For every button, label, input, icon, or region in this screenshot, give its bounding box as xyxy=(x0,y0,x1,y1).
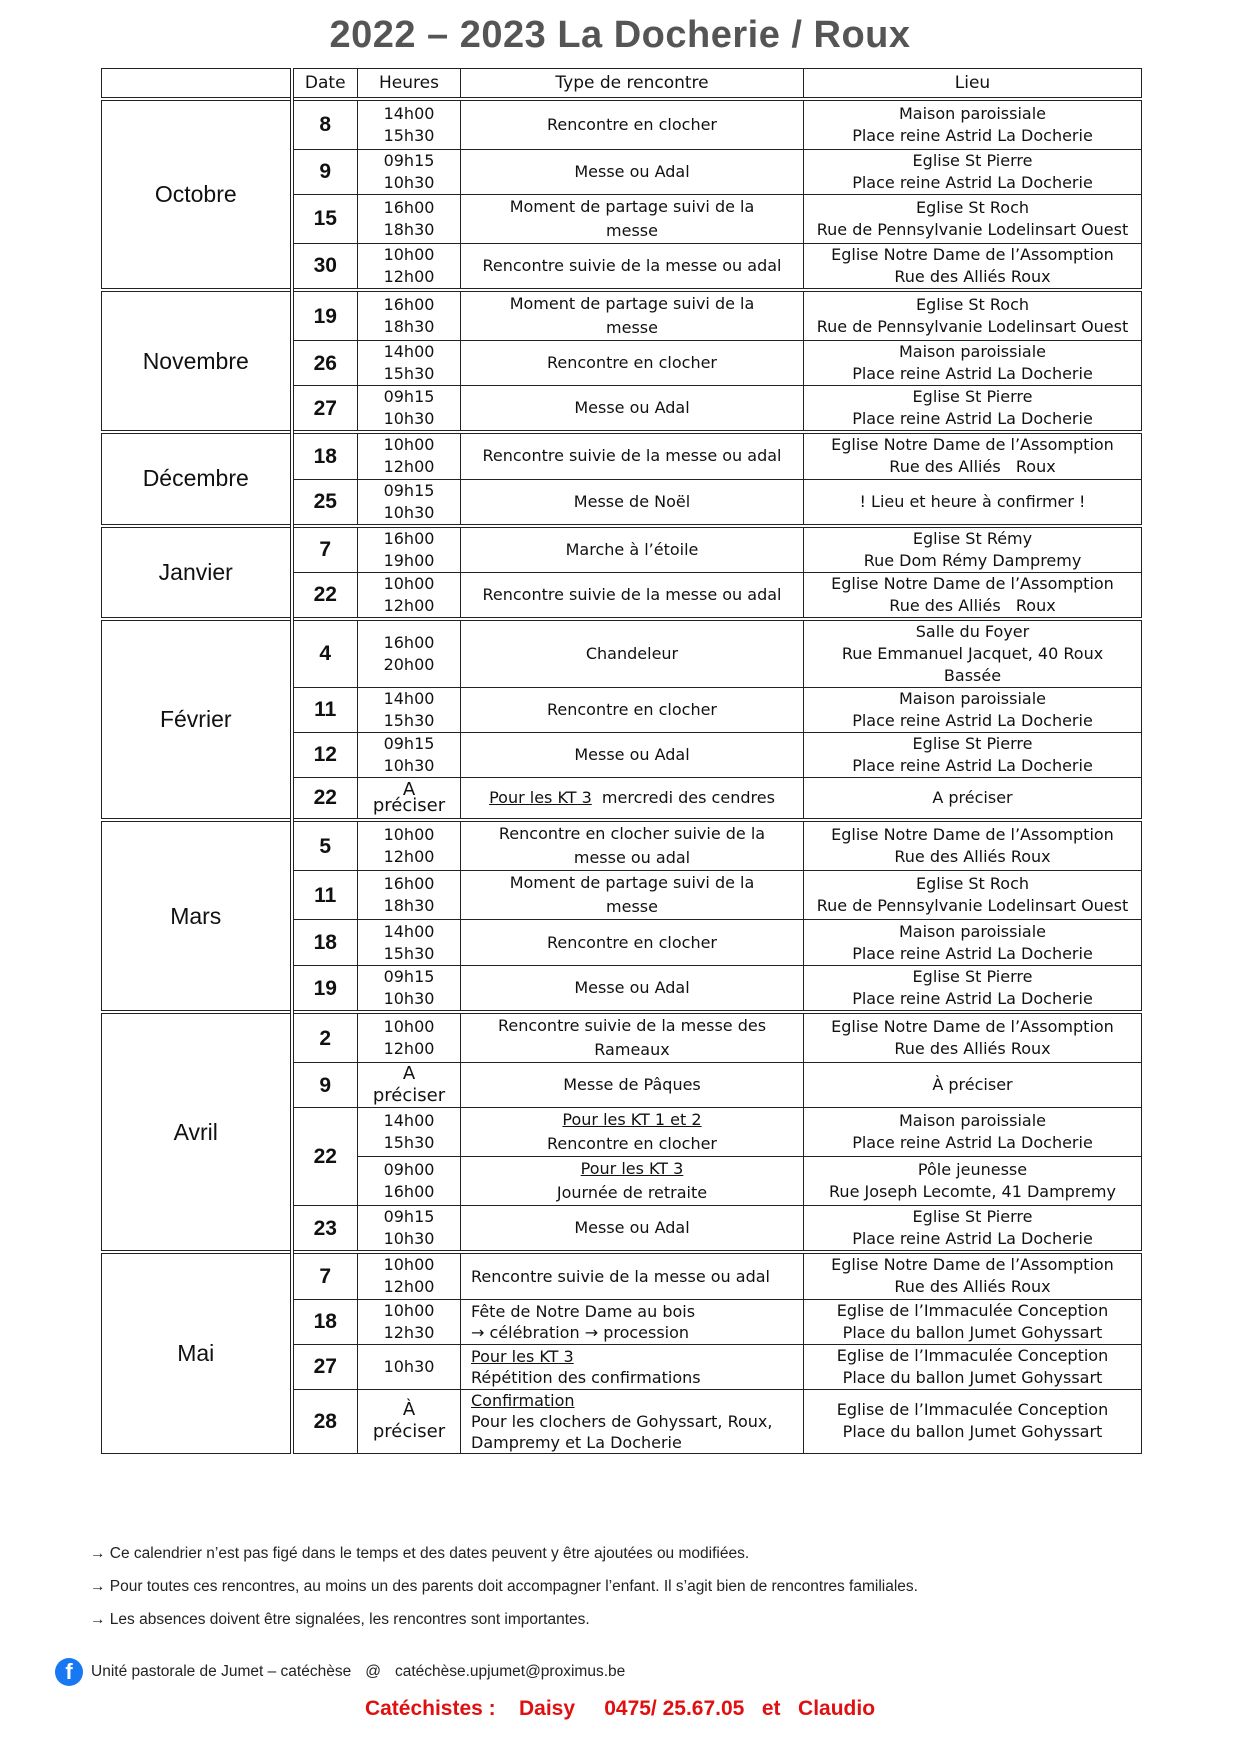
type-rest: mercredi des cendres xyxy=(591,787,775,807)
hour-start: 09h15 xyxy=(383,1207,435,1226)
type-cell xyxy=(461,341,804,386)
hour-start: 09h00 xyxy=(383,1160,435,1179)
type-line: Rencontre suivie de la messe des xyxy=(497,1016,767,1035)
month-cell: Février xyxy=(102,619,292,821)
date-cell: 8 xyxy=(292,99,358,149)
lieu-cell xyxy=(804,526,1142,573)
header-type: Type de rencontre xyxy=(461,69,804,100)
type-underlined: Pour les KT 1 et 2 xyxy=(562,1110,702,1129)
type-cell xyxy=(461,432,804,479)
date-cell: 25 xyxy=(292,479,358,526)
type-cell xyxy=(461,1206,804,1253)
facebook-icon[interactable]: f xyxy=(55,1658,83,1686)
hours-cell xyxy=(358,194,461,243)
type-underlined: Pour les KT 3 xyxy=(471,1346,574,1366)
table-row xyxy=(102,290,1142,341)
hour-start: 09h15 xyxy=(383,387,435,406)
table-row xyxy=(102,526,1142,573)
type-line: Rencontre suivie de la messe ou adal xyxy=(471,1266,770,1286)
lieu-line: Rue de Pennsylvanie Lodelinsart Ouest xyxy=(816,317,1129,336)
table-row xyxy=(102,820,1142,871)
hour-start: 09h15 xyxy=(383,480,435,500)
lieu-cell xyxy=(804,619,1142,688)
type-line: Rameaux xyxy=(594,1040,670,1059)
month-cell: Novembre xyxy=(102,290,292,432)
hours-cell xyxy=(358,572,461,619)
hour-start: 09h15 xyxy=(383,150,435,170)
hours-cell xyxy=(358,920,461,966)
type-line: Messe ou Adal xyxy=(574,1218,690,1237)
header-hours: Heures xyxy=(358,69,461,100)
type-cell xyxy=(461,290,804,341)
month-cell: Mars xyxy=(102,820,292,1012)
lieu-line: Eglise St Pierre xyxy=(912,150,1033,170)
lieu-cell xyxy=(804,1012,1142,1063)
type-line: Rencontre en clocher xyxy=(547,699,717,719)
type-cell xyxy=(461,871,804,920)
lieu-line: Maison paroissiale xyxy=(898,921,1047,941)
lieu-cell xyxy=(804,149,1142,194)
type-cell xyxy=(461,194,804,243)
lieu-cell xyxy=(804,777,1142,820)
table-row xyxy=(102,1252,1142,1299)
month-cell: Janvier xyxy=(102,526,292,619)
lieu-cell xyxy=(804,920,1142,966)
lieu-cell xyxy=(804,1252,1142,1299)
type-cell xyxy=(461,243,804,290)
hour-start: 16h00 xyxy=(383,295,435,314)
hour-start: 10h00 xyxy=(383,435,435,455)
date-cell: 18 xyxy=(292,920,358,966)
lieu-line: Place reine Astrid La Docherie xyxy=(852,364,1093,383)
type-underlined: Pour les KT 3 xyxy=(580,1159,684,1178)
type-cell xyxy=(461,386,804,433)
type-cell xyxy=(461,1252,804,1299)
hour-end: 15h30 xyxy=(383,125,435,145)
lieu-line: Place reine Astrid La Docherie xyxy=(852,172,1093,192)
date-cell: 30 xyxy=(292,243,358,290)
lieu-line: Rue Joseph Lecomte, 41 Dampremy xyxy=(829,1182,1116,1201)
type-cell xyxy=(461,966,804,1013)
type-line: Rencontre suivie de la messe ou adal xyxy=(482,584,782,604)
lieu-line: Place reine Astrid La Docherie xyxy=(852,755,1093,775)
lieu-line: Eglise St Roch xyxy=(915,874,1030,893)
date-cell: 9 xyxy=(292,149,358,194)
type-cell xyxy=(461,479,804,526)
type-cell xyxy=(461,526,804,573)
type-line: messe xyxy=(606,318,658,337)
hours-cell xyxy=(358,1252,461,1299)
hours-cell xyxy=(358,1389,461,1453)
date-cell: 26 xyxy=(292,341,358,386)
type-underlined: Pour les KT 3 xyxy=(489,787,592,807)
hours-cell xyxy=(358,687,461,732)
type-line: Chandeleur xyxy=(585,643,679,663)
lieu-cell xyxy=(804,1063,1142,1108)
type-cell xyxy=(461,619,804,688)
month-cell: Mai xyxy=(102,1252,292,1453)
lieu-line: Eglise Notre Dame de l’Assomption xyxy=(831,244,1114,264)
type-line: Messe de Pâques xyxy=(563,1075,701,1094)
type-line: → célébration → procession xyxy=(471,1322,690,1342)
hour-end: 10h30 xyxy=(383,409,435,428)
lieu-line: Rue des Alliés Roux xyxy=(889,457,1056,477)
date-cell: 11 xyxy=(292,871,358,920)
hour-end: 12h00 xyxy=(383,1039,435,1058)
hours-cell xyxy=(358,1108,461,1157)
lieu-cell xyxy=(804,194,1142,243)
lieu-line: Place reine Astrid La Docherie xyxy=(852,943,1093,963)
type-line: Rencontre en clocher xyxy=(547,114,717,134)
lieu-line: Eglise de l’Immaculée Conception xyxy=(836,1400,1109,1419)
lieu-line: A préciser xyxy=(932,787,1013,807)
date-cell: 27 xyxy=(292,386,358,433)
lieu-line: Bassée xyxy=(943,665,1002,685)
lieu-line: Rue des Alliés Roux xyxy=(889,595,1056,615)
hours-cell xyxy=(358,1206,461,1253)
header-month xyxy=(102,69,292,100)
type-line: Rencontre en clocher xyxy=(547,353,717,372)
hour-end: 10h30 xyxy=(383,172,435,192)
hour-end: 12h00 xyxy=(383,266,435,286)
type-cell xyxy=(461,1157,804,1206)
lieu-line: Eglise de l’Immaculée Conception xyxy=(836,1300,1109,1320)
lieu-cell xyxy=(804,1299,1142,1344)
lieu-line: ! Lieu et heure à confirmer ! xyxy=(859,491,1086,511)
date-cell: 15 xyxy=(292,194,358,243)
hours-cell xyxy=(358,777,461,820)
hour-end: 10h30 xyxy=(383,989,435,1008)
lieu-line: Eglise St Pierre xyxy=(912,387,1033,406)
hour-start: 16h00 xyxy=(383,528,435,548)
footer xyxy=(55,1658,625,1686)
hours-cell xyxy=(358,1299,461,1344)
type-line: Journée de retraite xyxy=(556,1183,708,1202)
lieu-line: À préciser xyxy=(932,1075,1013,1094)
type-line: messe xyxy=(606,897,658,916)
lieu-line: Place reine Astrid La Docherie xyxy=(852,1133,1093,1152)
month-cell: Décembre xyxy=(102,432,292,526)
lieu-cell xyxy=(804,687,1142,732)
hours-cell xyxy=(358,479,461,526)
type-cell xyxy=(461,1299,804,1344)
hour-start: 16h00 xyxy=(383,197,435,217)
lieu-cell xyxy=(804,243,1142,290)
date-cell: 22 xyxy=(292,1108,358,1206)
hours-cell xyxy=(358,526,461,573)
lieu-line: Rue Dom Rémy Dampremy xyxy=(863,550,1082,570)
type-line: Rencontre en clocher suivie de la xyxy=(498,824,766,843)
lieu-cell xyxy=(804,386,1142,433)
hour-end: préciser xyxy=(372,1085,446,1106)
lieu-line: Eglise St Roch xyxy=(915,197,1030,217)
hours-cell xyxy=(358,1063,461,1108)
lieu-line: Place reine Astrid La Docherie xyxy=(852,409,1093,428)
hour-end: 18h30 xyxy=(383,317,435,336)
hours-cell xyxy=(358,1012,461,1063)
hour-start: 14h00 xyxy=(383,688,435,708)
type-line: Répétition des confirmations xyxy=(471,1367,701,1387)
hour-end: 18h30 xyxy=(383,896,435,915)
hour-end: préciser xyxy=(372,1421,446,1442)
lieu-cell xyxy=(804,290,1142,341)
hour-start: 16h00 xyxy=(383,632,435,652)
lieu-cell xyxy=(804,572,1142,619)
type-line: Messe ou Adal xyxy=(574,744,690,764)
table-row xyxy=(102,619,1142,688)
hours-cell xyxy=(358,619,461,688)
lieu-line: Maison paroissiale xyxy=(898,688,1047,708)
month-cell: Octobre xyxy=(102,99,292,290)
lieu-cell xyxy=(804,1108,1142,1157)
date-cell: 27 xyxy=(292,1344,358,1389)
hour-end: 12h00 xyxy=(383,595,435,615)
header-lieu: Lieu xyxy=(804,69,1142,100)
table-row xyxy=(102,1012,1142,1063)
lieu-cell xyxy=(804,966,1142,1013)
hour-start: 16h00 xyxy=(383,874,435,893)
lieu-line: Eglise St Rémy xyxy=(912,528,1033,548)
hours-cell xyxy=(358,1344,461,1389)
hours-cell xyxy=(358,386,461,433)
lieu-line: Maison paroissiale xyxy=(898,1111,1047,1130)
type-cell xyxy=(461,1344,804,1389)
lieu-line: Rue des Alliés Roux xyxy=(894,847,1051,866)
note: → Ce calendrier n’est pas figé dans le temps et des dates peuvent y être ajoutées ou modifiées. xyxy=(90,1545,750,1562)
hour-start: A xyxy=(402,1063,416,1084)
hours-cell xyxy=(358,243,461,290)
month-cell: Avril xyxy=(102,1012,292,1252)
hour-end: 12h00 xyxy=(383,457,435,477)
hour-start: 09h15 xyxy=(383,733,435,753)
lieu-line: Salle du Foyer xyxy=(915,621,1030,641)
hour-start: 14h00 xyxy=(383,921,435,941)
lieu-line: Maison paroissiale xyxy=(898,103,1047,123)
lieu-line: Place du ballon Jumet Gohyssart xyxy=(842,1422,1103,1441)
date-cell: 23 xyxy=(292,1206,358,1253)
lieu-cell xyxy=(804,871,1142,920)
hours-cell xyxy=(358,149,461,194)
date-cell: 2 xyxy=(292,1012,358,1063)
hour-start: 10h00 xyxy=(383,573,435,593)
hour-end: 19h00 xyxy=(383,550,435,570)
page-title: 2022 – 2023 La Docherie / Roux xyxy=(329,14,911,56)
lieu-cell xyxy=(804,432,1142,479)
lieu-cell xyxy=(804,341,1142,386)
type-cell xyxy=(461,1389,804,1453)
schedule-body xyxy=(102,99,1142,1453)
lieu-cell xyxy=(804,820,1142,871)
hour-end: 12h00 xyxy=(383,1277,435,1297)
hour-start: 14h00 xyxy=(383,103,435,123)
hours-cell xyxy=(358,341,461,386)
type-cell xyxy=(461,1108,804,1157)
type-line: Messe ou Adal xyxy=(574,978,690,997)
lieu-line: Place reine Astrid La Docherie xyxy=(852,125,1093,145)
type-line: Pour les clochers de Gohyssart, Roux, xyxy=(471,1411,773,1431)
hour-start: 10h00 xyxy=(383,1017,435,1036)
type-line: messe ou adal xyxy=(573,848,691,867)
note: → Pour toutes ces rencontres, au moins un des parents doit accompagner l’enfant. Il s’agit bien de rencontres familiales. xyxy=(90,1578,918,1595)
catechists-contact: Catéchistes : Daisy 0475/ 25.67.05 et Claudio xyxy=(364,1697,876,1720)
type-cell xyxy=(461,820,804,871)
hours-cell xyxy=(358,820,461,871)
hour-start: 09h15 xyxy=(383,967,435,986)
hours-cell xyxy=(358,732,461,777)
hour-start: 14h00 xyxy=(383,1111,435,1130)
date-cell: 22 xyxy=(292,777,358,820)
lieu-line: Place du ballon Jumet Gohyssart xyxy=(842,1367,1103,1387)
table-row xyxy=(102,432,1142,479)
date-cell: 18 xyxy=(292,432,358,479)
lieu-line: Eglise Notre Dame de l’Assomption xyxy=(831,825,1114,844)
lieu-cell xyxy=(804,1157,1142,1206)
date-cell: 19 xyxy=(292,290,358,341)
type-line: Moment de partage suivi de la xyxy=(509,873,755,892)
date-cell: 9 xyxy=(292,1063,358,1108)
lieu-line: Eglise St Roch xyxy=(915,295,1030,314)
date-cell: 19 xyxy=(292,966,358,1013)
lieu-line: Maison paroissiale xyxy=(898,342,1047,361)
date-cell: 12 xyxy=(292,732,358,777)
type-line: Moment de partage suivi de la xyxy=(509,294,755,313)
type-cell xyxy=(461,777,804,820)
hour-start: 14h00 xyxy=(383,342,435,361)
notes xyxy=(90,1545,1190,1644)
date-cell: 18 xyxy=(292,1299,358,1344)
lieu-line: Place du ballon Jumet Gohyssart xyxy=(842,1322,1103,1342)
lieu-line: Rue des Alliés Roux xyxy=(894,1039,1051,1058)
type-line: Rencontre en clocher xyxy=(547,1134,717,1153)
header-date: Date xyxy=(292,69,358,100)
type-cell xyxy=(461,572,804,619)
schedule-table xyxy=(101,68,1142,1454)
hour-end: 16h00 xyxy=(383,1182,435,1201)
hour-end: 15h30 xyxy=(383,943,435,963)
lieu-line: Pôle jeunesse xyxy=(917,1160,1028,1179)
hour-start: À xyxy=(402,1399,416,1420)
lieu-line: Eglise St Pierre xyxy=(912,1207,1033,1226)
type-line: Rencontre suivie de la messe ou adal xyxy=(482,446,782,466)
hour-end: 10h30 xyxy=(383,1229,435,1248)
hour-end: 15h30 xyxy=(383,364,435,383)
type-cell xyxy=(461,1063,804,1108)
lieu-line: Eglise Notre Dame de l’Assomption xyxy=(831,1255,1114,1275)
hour-end: 15h30 xyxy=(383,710,435,730)
type-cell xyxy=(461,1012,804,1063)
type-line: Messe de Noël xyxy=(573,491,691,511)
note: → Les absences doivent être signalées, les rencontres sont importantes. xyxy=(90,1611,590,1628)
lieu-line: Eglise St Pierre xyxy=(912,733,1033,753)
lieu-cell xyxy=(804,732,1142,777)
hour-end: préciser xyxy=(372,794,446,816)
table-row xyxy=(102,99,1142,149)
date-cell: 5 xyxy=(292,820,358,871)
lieu-line: Eglise St Pierre xyxy=(912,967,1033,986)
hours-cell xyxy=(358,290,461,341)
hour-end: 20h00 xyxy=(383,654,435,674)
lieu-cell xyxy=(804,479,1142,526)
lieu-line: Rue des Alliés Roux xyxy=(894,266,1051,286)
lieu-line: Place reine Astrid La Docherie xyxy=(852,1229,1093,1248)
date-cell: 7 xyxy=(292,526,358,573)
date-cell: 4 xyxy=(292,619,358,688)
hour-end: 15h30 xyxy=(383,1133,435,1152)
hour-start: 10h00 xyxy=(383,825,435,844)
at-symbol: @ xyxy=(365,1663,381,1680)
date-cell: 7 xyxy=(292,1252,358,1299)
lieu-line: Rue de Pennsylvanie Lodelinsart Ouest xyxy=(816,219,1129,239)
type-cell xyxy=(461,920,804,966)
date-cell: 11 xyxy=(292,687,358,732)
hours-cell xyxy=(358,966,461,1013)
hour-end: 12h30 xyxy=(383,1322,435,1342)
lieu-cell xyxy=(804,1389,1142,1453)
type-line: Rencontre suivie de la messe ou adal xyxy=(482,255,782,275)
hour-start: 10h00 xyxy=(383,1300,435,1320)
type-line: Messe ou Adal xyxy=(574,398,690,417)
type-cell xyxy=(461,732,804,777)
hours-cell xyxy=(358,99,461,149)
type-cell xyxy=(461,687,804,732)
lieu-line: Eglise Notre Dame de l’Assomption xyxy=(831,573,1114,593)
type-cell xyxy=(461,99,804,149)
lieu-line: Rue de Pennsylvanie Lodelinsart Ouest xyxy=(816,896,1129,915)
type-underlined: Confirmation xyxy=(471,1390,575,1410)
lieu-line: Rue des Alliés Roux xyxy=(894,1277,1051,1297)
lieu-line: Eglise Notre Dame de l’Assomption xyxy=(831,1017,1114,1036)
lieu-line: Eglise de l’Immaculée Conception xyxy=(836,1345,1109,1365)
lieu-line: Eglise Notre Dame de l’Assomption xyxy=(831,435,1114,455)
date-cell: 22 xyxy=(292,572,358,619)
hour-end: 18h30 xyxy=(383,219,435,239)
email-link[interactable]: catéchèse.upjumet@proximus.be xyxy=(394,1663,626,1680)
hours-cell xyxy=(358,432,461,479)
type-line: Rencontre en clocher xyxy=(547,932,717,952)
type-line: Messe ou Adal xyxy=(574,161,690,181)
hours-cell xyxy=(358,1157,461,1206)
hour-start: 10h00 xyxy=(383,244,435,264)
hour-end: 10h30 xyxy=(383,502,435,522)
hour-end: 12h00 xyxy=(383,847,435,866)
lieu-line: Place reine Astrid La Docherie xyxy=(852,989,1093,1008)
unit-name: Unité pastorale de Jumet – catéchèse xyxy=(91,1663,352,1680)
type-line: messe xyxy=(606,220,658,240)
hour-start: 10h30 xyxy=(383,1356,435,1376)
hour-start: A xyxy=(402,778,416,800)
type-line: Fête de Notre Dame au bois xyxy=(471,1301,696,1321)
type-line: Moment de partage suivi de la xyxy=(509,196,755,216)
lieu-cell xyxy=(804,1206,1142,1253)
type-cell xyxy=(461,149,804,194)
type-line: Marche à l’étoile xyxy=(565,539,699,559)
hour-start: 10h00 xyxy=(383,1255,435,1275)
type-line: Dampremy et La Docherie xyxy=(471,1432,682,1452)
lieu-cell xyxy=(804,99,1142,149)
date-cell: 28 xyxy=(292,1389,358,1453)
lieu-line: Place reine Astrid La Docherie xyxy=(852,710,1093,730)
lieu-cell xyxy=(804,1344,1142,1389)
lieu-line: Rue Emmanuel Jacquet, 40 Roux xyxy=(841,643,1104,663)
hours-cell xyxy=(358,871,461,920)
hour-end: 10h30 xyxy=(383,755,435,775)
